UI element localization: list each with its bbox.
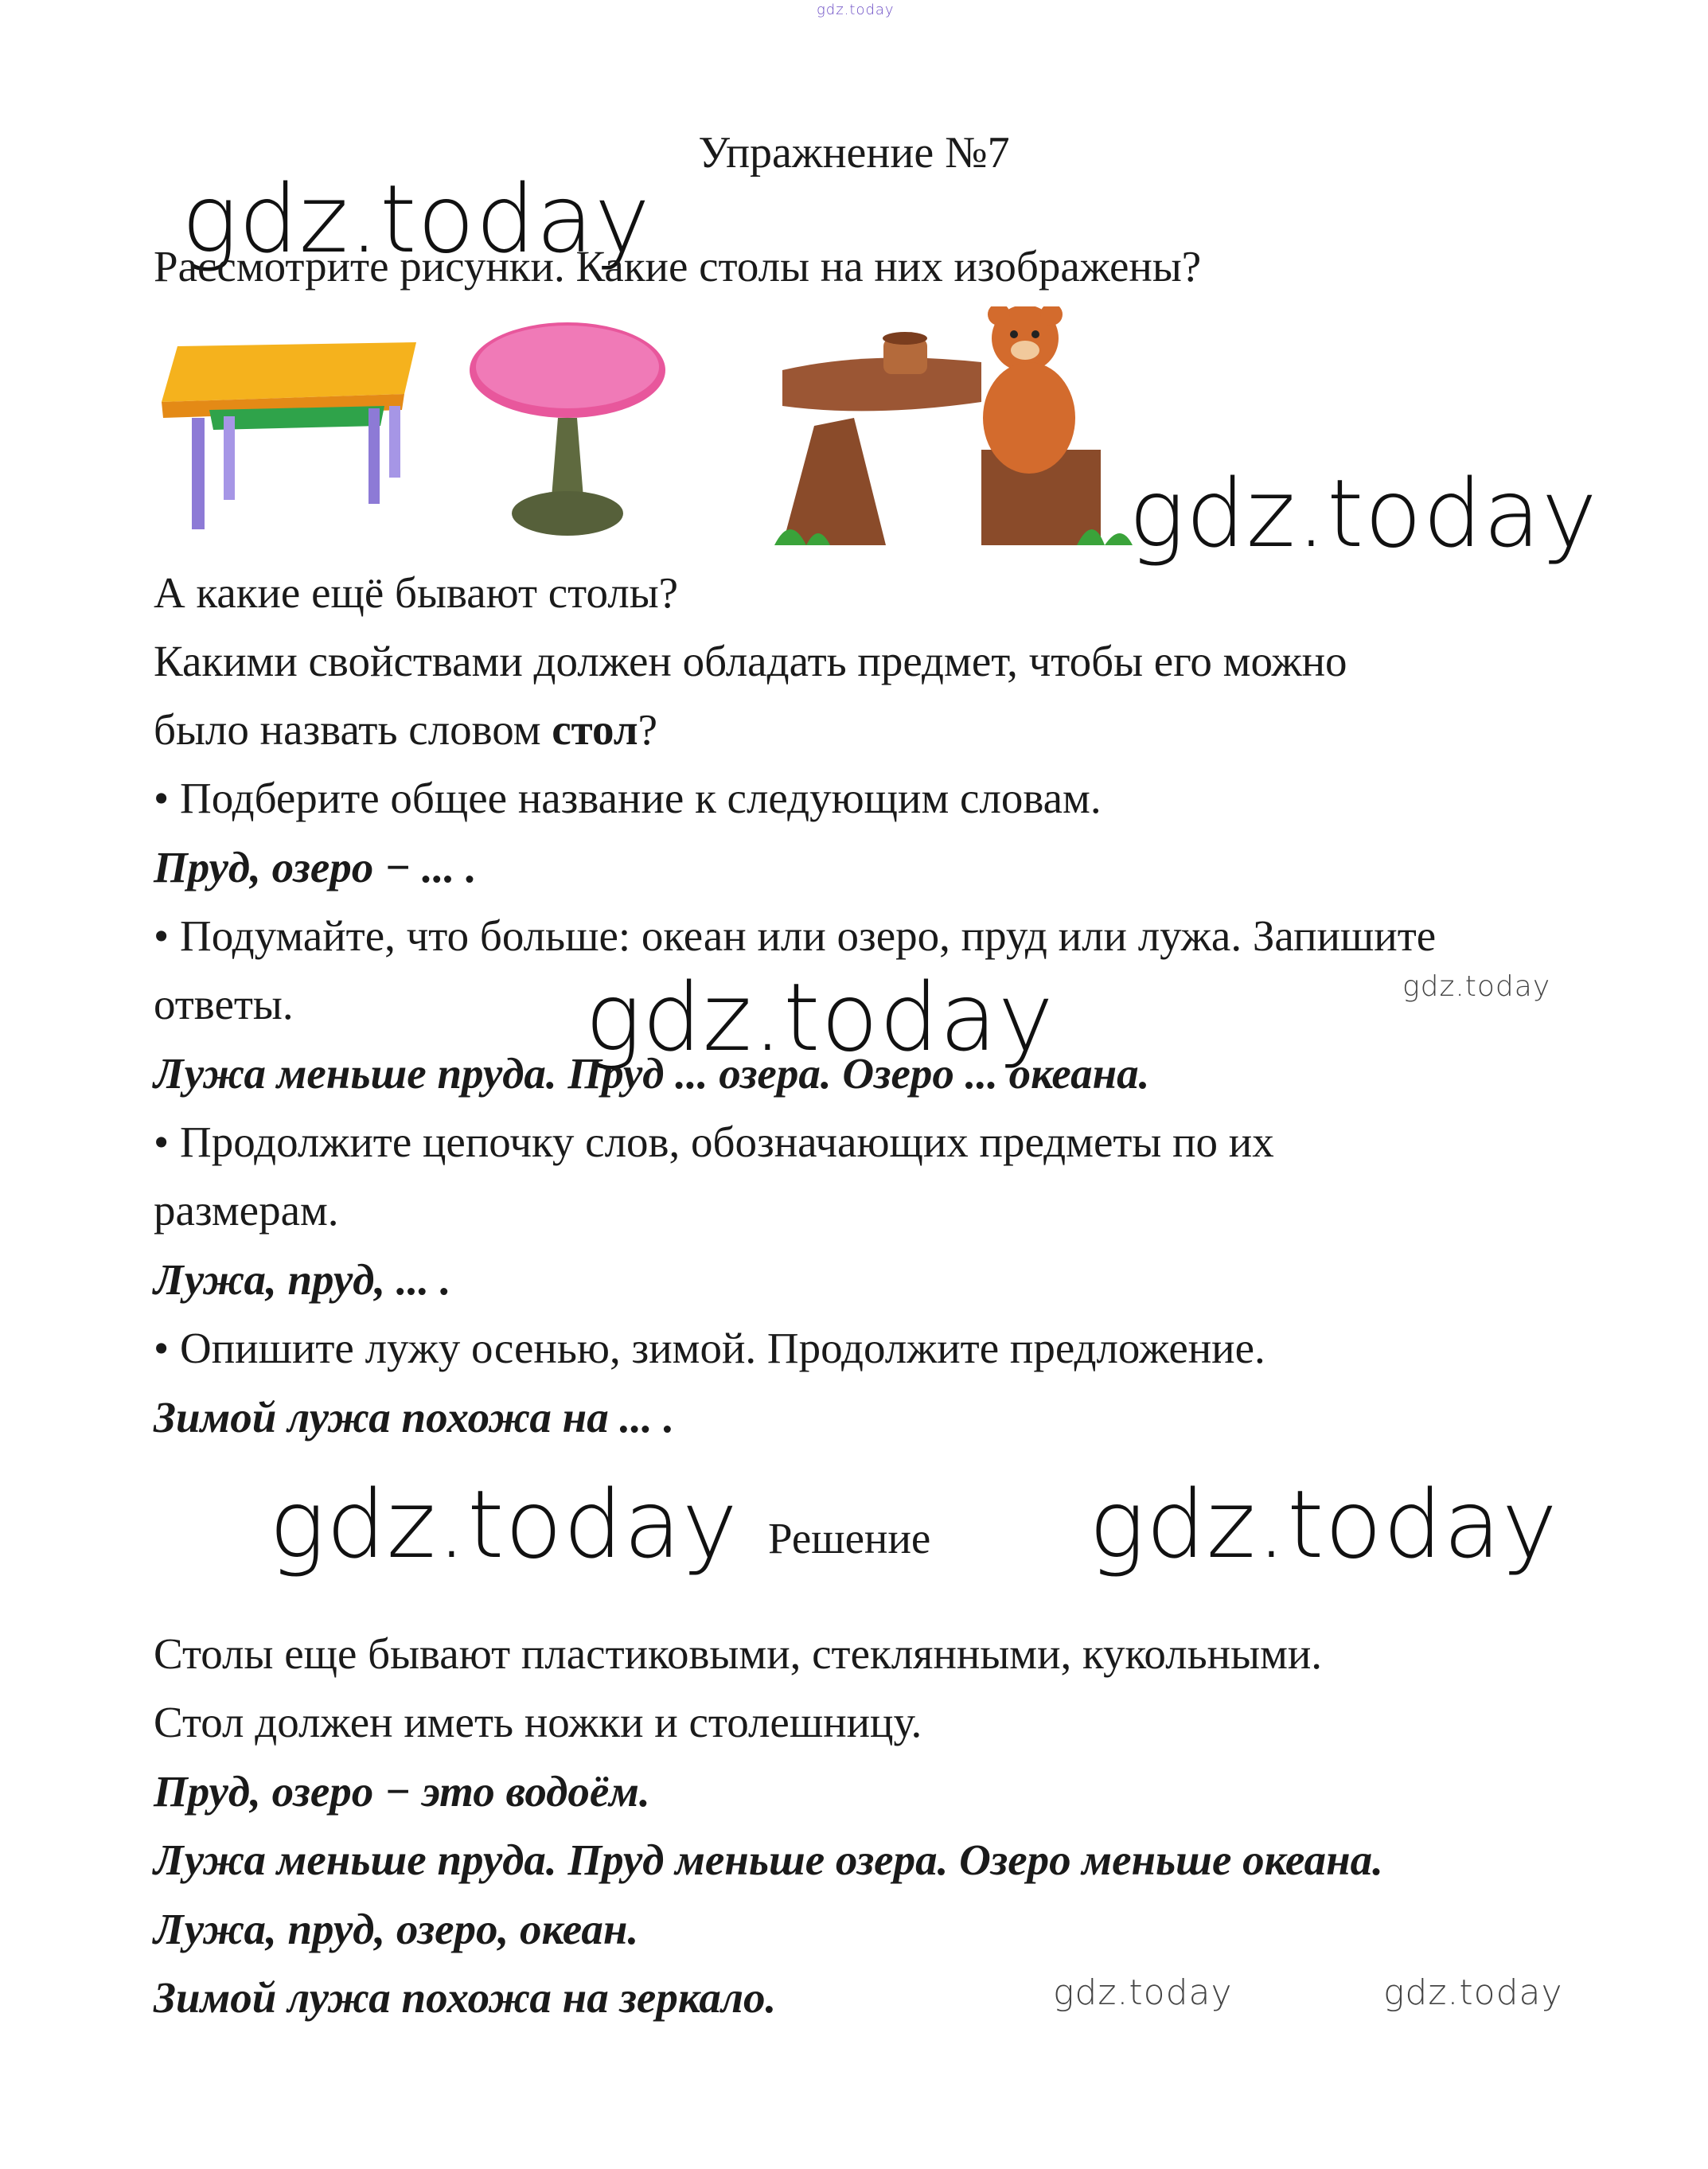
question-2-line-2 [154, 702, 657, 758]
question-2-line-1: Какими свойствами должен обладать предмет, чтобы его можно [154, 637, 1347, 685]
bullet-4-answer: Зимой лужа похожа на ... . [154, 1393, 675, 1441]
bullet-3-line-2: размерам. [154, 1186, 339, 1235]
watermark-3: gdz.today [585, 962, 1055, 1072]
question-2-text: было назвать словом [154, 705, 552, 754]
solution-line-2: Стол должен иметь ножки и столешницу. [154, 1698, 922, 1746]
watermark-4: gdz.today [1402, 970, 1551, 1003]
watermark-2: gdz.today [1129, 458, 1598, 568]
question-1: А какие ещё бывают столы? [154, 568, 679, 617]
watermark-8: gdz.today [1383, 1972, 1563, 2013]
bullet-1-answer: Пруд, озеро − ... . [154, 843, 477, 891]
solution-line-4: Лужа меньше пруда. Пруд меньше озера. Озеро меньше океана. [154, 1835, 1383, 1884]
bullet-3-line-1: • Продолжите цепочку слов, обозначающих предметы по их [154, 1118, 1274, 1166]
bullet-3-answer: Лужа, пруд, ... . [154, 1255, 451, 1304]
watermark-5: gdz.today [269, 1469, 739, 1579]
bullet-2-line-1: • Подумайте, что больше: океан или озеро, пруд или лужа. Запишите [154, 911, 1437, 960]
tables-illustration [154, 306, 1164, 553]
solution-heading: Решение [768, 1514, 931, 1562]
solution-line-3: Пруд, озеро − это водоём. [154, 1767, 650, 1816]
bullet-1: • Подберите общее название к следующим словам. [154, 774, 1102, 822]
bear-stump-table-icon [774, 306, 1133, 545]
solution-line-6: Зимой лужа похожа на зеркало. [154, 1973, 777, 2022]
question-2-end: ? [638, 705, 658, 754]
keyword-stol: стол [552, 705, 638, 754]
solution-line-1: Столы еще бывают пластиковыми, стеклянными, кукольными. [154, 1629, 1323, 1678]
watermark-6: gdz.today [1089, 1469, 1558, 1579]
watermark-1: gdz.today [181, 164, 651, 274]
bullet-4: • Опишите лужу осенью, зимой. Продолжите предложение. [154, 1324, 1265, 1372]
task-intro: Рассмотрите рисунки. Какие столы на них изображены? [154, 242, 1202, 291]
table-icon [162, 342, 416, 529]
solution-line-5: Лужа, пруд, озеро, океан. [154, 1905, 639, 1953]
watermark-7: gdz.today [1053, 1972, 1233, 2013]
page-title: Упражнение №7 [698, 128, 1010, 177]
round-table-icon [470, 322, 665, 536]
bullet-2-answer: Лужа меньше пруда. Пруд ... озера. Озеро ... океана. [154, 1049, 1150, 1098]
watermark-top: gdz.today [817, 2, 895, 18]
bullet-2-line-2: ответы. [154, 980, 294, 1028]
